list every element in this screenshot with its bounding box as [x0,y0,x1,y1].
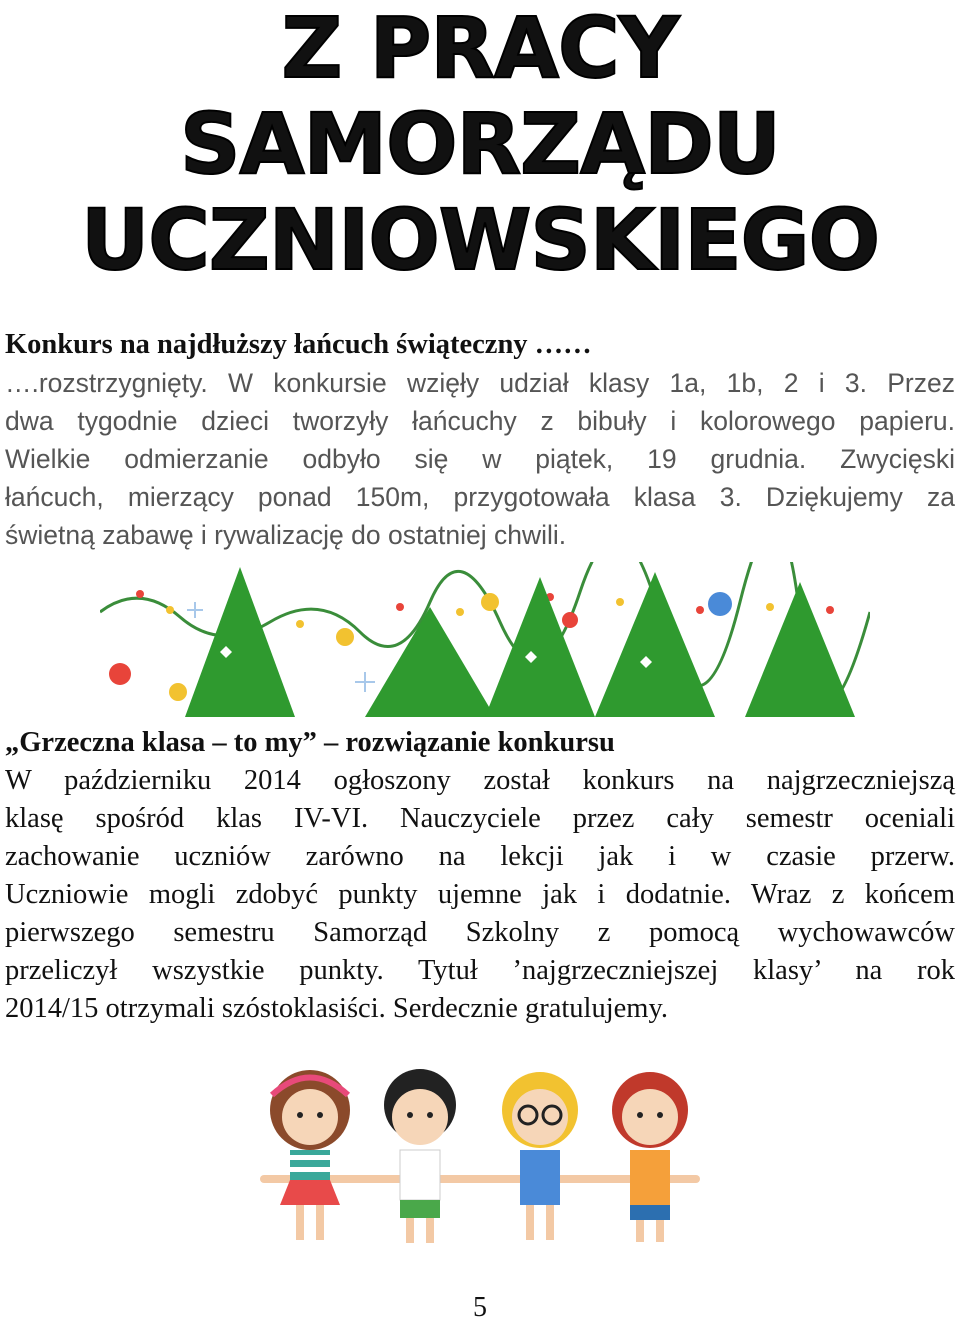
article-heading: „Grzeczna klasa – to my” – rozwiązanie konkursu [5,727,615,758]
title-line-2: SAMORZĄDU [179,95,781,193]
article-polite-class [5,724,955,1028]
article-line: świetną zabawę i rywalizację do ostatniej chwili. [5,520,567,550]
article-heading: Konkurs na najdłuższy łańcuch świąteczny …… [5,329,592,360]
title-line-1: Z PRACY [281,0,679,97]
article-line: dwa tygodnie dzieci tworzyły łańcuchy z bibuły i kolorowego papieru. [5,406,955,436]
article-line: przeliczył wszystkie punkty. Tytuł ’najgrzeczniejszej klasy’ na rok [5,955,955,986]
article-line: łańcuch, mierzący ponad 150m, przygotowała klasa 3. Dziękujemy za [5,482,955,512]
article-line: zachowanie uczniów zarówno na lekcji jak i w czasie przerw. [5,841,955,872]
article-body [5,364,955,554]
article-line: pierwszego semestru Samorząd Szkolny z pomocą wychowawców [5,917,955,948]
article-line: 2014/15 otrzymali szóstoklasiści. Serdecznie gratulujemy. [5,993,668,1024]
christmas-trees-garland-icon [100,562,870,722]
article-line: W październiku 2014 ogłoszony został konkurs na najgrzeczniejszą [5,765,955,796]
article-line: ….rozstrzygnięty. W konkursie wzięły udział klasy 1a, 1b, 2 i 3. Przez [5,368,955,398]
article-line: Uczniowie mogli zdobyć punkty ujemne jak i dodatnie. Wraz z końcem [5,879,955,910]
article-chain-contest [5,326,955,554]
children-holding-hands-icon [240,1055,720,1255]
page-number: 5 [473,1292,487,1323]
article-line: Wielkie odmierzanie odbyło się w piątek, 19 grudnia. Zwycięski [5,444,955,474]
title-line-3: UCZNIOWSKIEGO [81,191,879,289]
article-body [5,762,955,1028]
page-title [0,0,960,288]
article-line: klasę spośród klas IV-VI. Nauczyciele przez cały semestr oceniali [5,803,955,834]
